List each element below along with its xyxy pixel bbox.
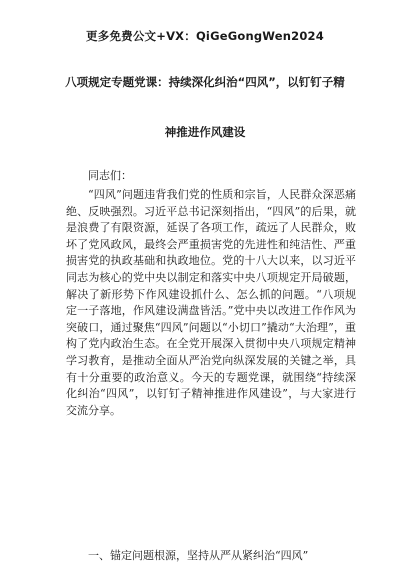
greeting: 同志们： — [88, 169, 132, 182]
document-title-line-2: 神推进作风建设 — [164, 125, 246, 139]
body-paragraph: “四风”问题违背我们党的性质和宗旨，人民群众深恶痛绝、反映强烈。习近平总书记深刻指出，“四风”的后果，就是浪费了有限资源，延误了各项工作，疏远了人民群众，败坏了党风政风，最终会严重损害党的先进性和纯洁性、严重损害党的执政基础和执政地位。党的十八大以来，以习近平同志为核心的党中央以制定和落实中央八项规定开局破题，解决了新形势下作风建设抓什么、怎么抓的问题。“八项规定一子落地，作风建设满盘皆活。”党中央以改进工作作风为突破口，通过聚焦“四风”问题以“小切口”撬动“大治理”，重构了党内政治生态。在全党开展深入贯彻中央八项规定精神学习教育，是推动全面从严治党向纵深发展的关键之举，具有十分重要的政治意义。今天的专题党课，就围绕“持续深化纠治“四风”，以钉钉子精神推进作风建设”，与大家进行交流分享。 — [66, 188, 356, 417]
section-heading: 一、锚定问题根源，坚持从严从紧纠治“四风” — [88, 549, 309, 562]
page-header: 更多免费公文+VX：QiGeGongWen2024 — [86, 29, 324, 43]
document-title-line-1: 八项规定专题党课：持续深化纠治“四风”，以钉钉子精 — [65, 75, 345, 89]
